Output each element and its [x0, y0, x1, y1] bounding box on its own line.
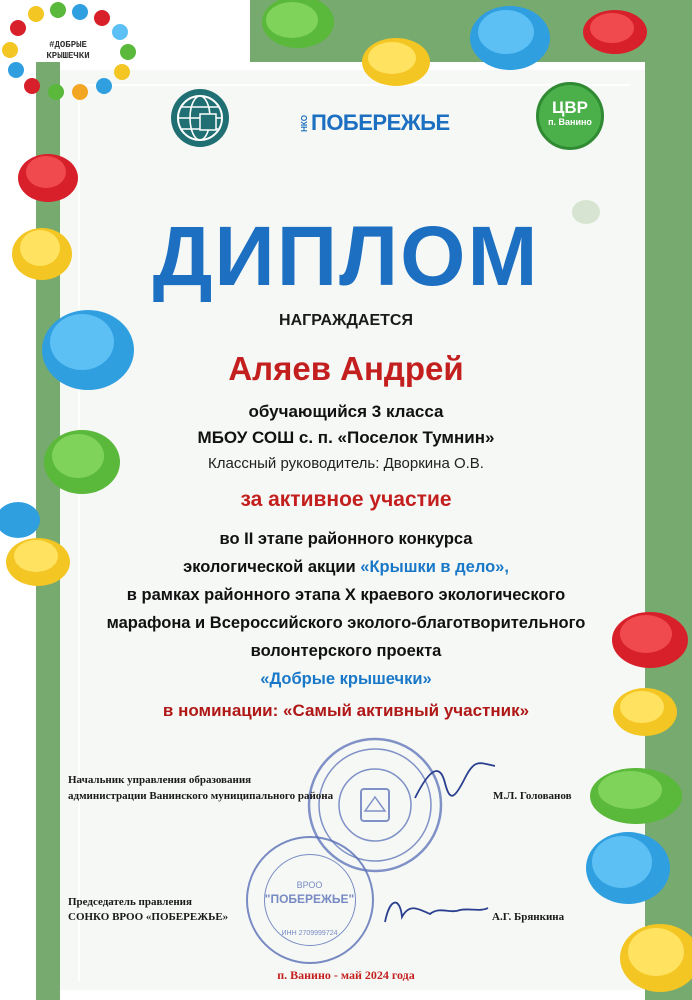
signer2-title-line2: СОНКО ВРОО «ПОБЕРЕЖЬЕ»	[68, 911, 229, 923]
action-name: «Крышки в дело»,	[360, 558, 509, 576]
hashtag-logo	[18, 40, 118, 62]
awarded-label: НАГРАЖДАЕТСЯ	[279, 312, 413, 329]
diploma-title: ДИПЛОМ	[152, 209, 540, 303]
class-teacher: Классный руководитель: Дворкина О.В.	[208, 455, 484, 472]
stamp-name: "ПОБЕРЕЖЬЕ"	[264, 892, 355, 906]
body-line-3: в рамках районного этапа Х краевого экологического	[126, 586, 566, 604]
cap-icon	[262, 0, 334, 48]
signer1-title-line2: администрации Ванинского муниципального района	[68, 790, 334, 802]
signature-1	[410, 758, 500, 808]
stamp-inn: ИНН 2709999724	[281, 930, 338, 937]
recipient-school: МБОУ СОШ с. п. «Поселок Тумнин»	[197, 428, 495, 447]
cap-icon	[0, 502, 40, 538]
hashtag-line1: #ДОБРЫЕ	[49, 40, 87, 50]
body-line-2	[40, 558, 652, 577]
hashtag-line2: КРЫШЕЧКИ	[46, 51, 90, 61]
signer2-name: А.Г. Брянкина	[492, 911, 565, 923]
cap-icon	[583, 10, 647, 54]
cap-icon	[586, 832, 670, 904]
body-line-5: волонтерского проекта	[250, 642, 442, 660]
stamp-org: ВРОО	[296, 880, 323, 890]
place-date: п. Ванино - май 2024 года	[277, 968, 415, 982]
globe-logo	[170, 88, 230, 148]
body-line-2-prefix: экологической акции	[183, 558, 361, 576]
recipient-grade: обучающийся 3 класса	[248, 402, 444, 421]
signer2-title-line1: Председатель правления	[68, 896, 192, 908]
globe-icon	[170, 88, 230, 148]
signer1-name: М.Л. Голованов	[493, 790, 572, 802]
cap-icon	[590, 768, 682, 824]
body-line-4: марафона и Всероссийского эколого-благотворительного	[106, 614, 586, 632]
poberezhye-stamp	[246, 836, 374, 964]
cvr-place: п. Ванино	[548, 117, 592, 127]
cap-icon	[470, 6, 550, 70]
project-name: «Добрые крышечки»	[260, 670, 432, 688]
signer1-title-line1: Начальник управления образования	[68, 774, 252, 786]
body-line-1: во II этапе районного конкурса	[219, 530, 473, 548]
coat-of-arms-icon	[361, 789, 389, 821]
cvr-name: ЦВР	[551, 98, 589, 117]
signature-2	[380, 892, 490, 932]
cap-icon	[18, 154, 78, 202]
award-reason: за активное участие	[240, 488, 452, 511]
nko-label: НКО	[300, 114, 309, 132]
recipient-name: Аляев Андрей	[228, 350, 464, 387]
cap-icon	[362, 38, 430, 86]
nomination: в номинации: «Самый активный участник»	[162, 701, 530, 720]
nko-name: ПОБЕРЕЖЬЕ	[311, 110, 450, 135]
cvr-logo	[536, 82, 604, 150]
nko-logo	[300, 108, 450, 138]
